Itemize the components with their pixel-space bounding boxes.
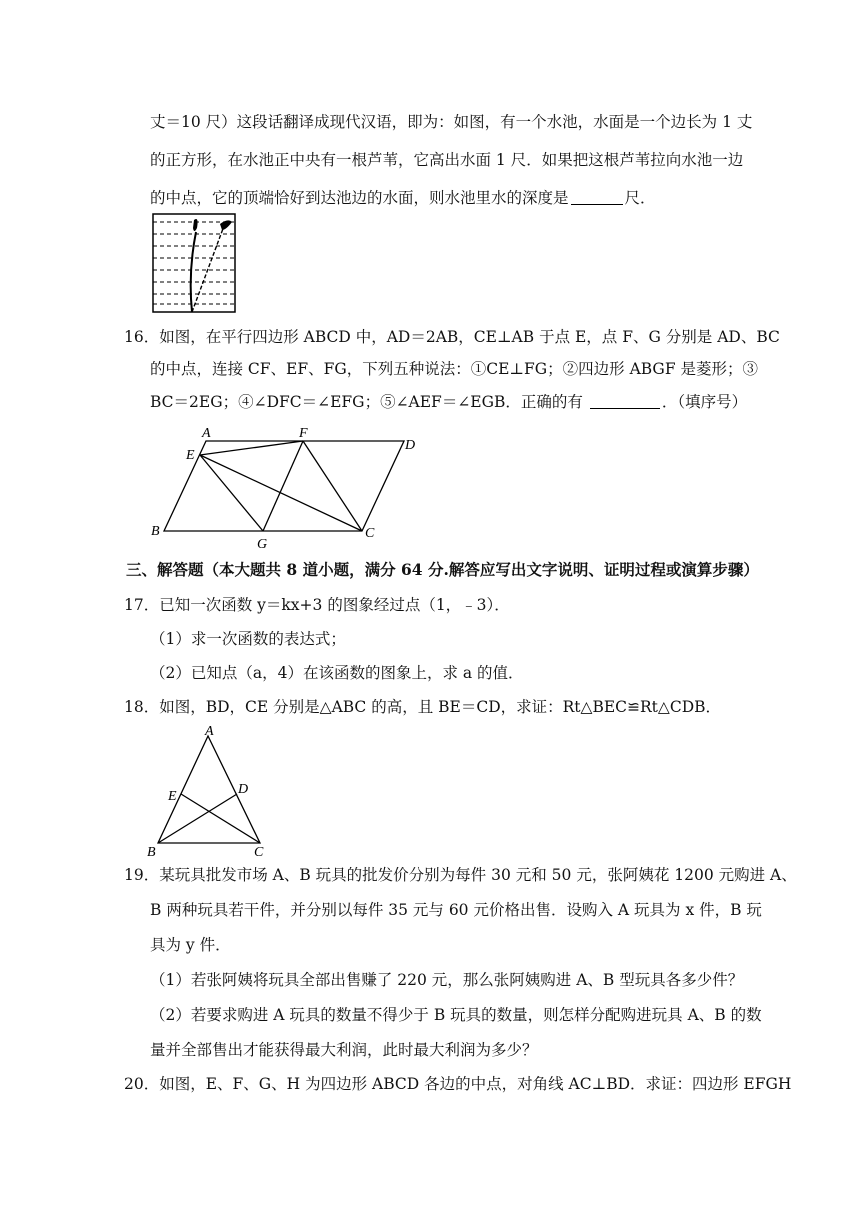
q19-line-5: （2）若要求购进 A 玩具的数量不得少于 B 玩具的数量，则怎样分配购进玩具 A、B 的数: [150, 1006, 762, 1024]
q18-line-1: 18．如图，BD，CE 分别是△ABC 的高，且 BE＝CD，求证：Rt△BEC≌Rt△CDB．: [124, 698, 722, 716]
q19-line-3: 具为 y 件．: [150, 936, 231, 954]
reed-top-upright: [193, 219, 198, 231]
q16-line-3-text: BC＝2EG；④∠DFC＝∠EFG；⑤∠AEF＝∠EGB．正确的有: [150, 393, 583, 411]
label-A: A: [202, 426, 211, 441]
label-G: G: [257, 537, 268, 552]
q16-line-3-end: ．（填序号）: [661, 393, 748, 411]
q16-line-2: 的中点，连接 CF、EF、FG，下列五种说法：①CE⊥FG；②四边形 ABGF 是菱形；③: [150, 360, 758, 378]
label-E: E: [168, 789, 177, 804]
q17-line-1: 17．已知一次函数 y＝kx+3 的图象经过点（1，﹣3）．: [124, 596, 510, 614]
label-F: F: [299, 426, 308, 441]
q19-line-1: 19．某玩具批发市场 A、B 玩具的批发价分别为每件 30 元和 50 元，张阿姨花 1200 元购进 A、: [124, 866, 797, 884]
q16-line-1: 16．如图，在平行四边形 ABCD 中，AD＝2AB，CE⊥AB 于点 E，点 F、G 分别是 AD、BC: [124, 328, 780, 346]
q16-answer-blank[interactable]: [590, 392, 660, 409]
q15-line-2: 的正方形，在水池正中央有一根芦苇，它高出水面 1 尺．如果把这根芦苇拉向水池一边: [150, 151, 744, 169]
reed-pulled: [192, 226, 224, 312]
q15-answer-blank[interactable]: [571, 188, 623, 205]
q15-line-3-end: 尺．: [624, 189, 656, 207]
q19-line-6: 量并全部售出才能获得最大利润，此时最大利润为多少？: [150, 1041, 538, 1059]
water-lines: [153, 222, 235, 304]
q16-line-3: [150, 390, 770, 414]
triangle-figure: [144, 722, 270, 858]
pond-reed-figure: [150, 212, 238, 314]
label-B: B: [147, 845, 156, 858]
label-C: C: [365, 526, 375, 541]
segment-fg: [263, 441, 303, 531]
q15-line-1: 丈＝10 尺）这段话翻译成现代汉语，即为：如图，有一个水池，水面是一个边长为 1 丈: [150, 113, 753, 131]
label-C: C: [254, 845, 264, 858]
reed-upright: [191, 232, 196, 312]
section-3-heading: 三、解答题（本大题共 8 道小题，满分 64 分.解答应写出文字说明、证明过程或演算步骤）: [126, 560, 759, 579]
label-D: D: [238, 782, 249, 797]
parallelogram-figure: [146, 424, 436, 552]
q19-line-4: （1）若张阿姨将玩具全部出售赚了 220 元，那么张阿姨购进 A、B 型玩具各多少件？: [150, 971, 744, 989]
label-D: D: [405, 438, 416, 453]
reed-top-pulled: [220, 220, 232, 230]
label-B: B: [151, 524, 160, 539]
label-E: E: [186, 448, 195, 463]
label-A: A: [205, 724, 214, 739]
q15-line-3: [150, 186, 770, 210]
q20-line-1: 20．如图，E、F、G、H 为四边形 ABCD 各边的中点，对角线 AC⊥BD．求证：四边形 EFGH: [124, 1075, 792, 1093]
q17-line-2: （1）求一次函数的表达式；: [150, 630, 346, 648]
segment-eg: [200, 455, 263, 531]
segment-ef: [200, 441, 303, 455]
q19-line-2: B 两种玩具若干件，并分别以每件 35 元与 60 元价格出售．设购入 A 玩具为 x 件，B 玩: [150, 901, 762, 919]
q17-line-3: （2）已知点（a，4）在该函数的图象上，求 a 的值．: [150, 664, 524, 682]
q15-line-3-text: 的中点，它的顶端恰好到达池边的水面，则水池里水的深度是: [150, 189, 569, 207]
